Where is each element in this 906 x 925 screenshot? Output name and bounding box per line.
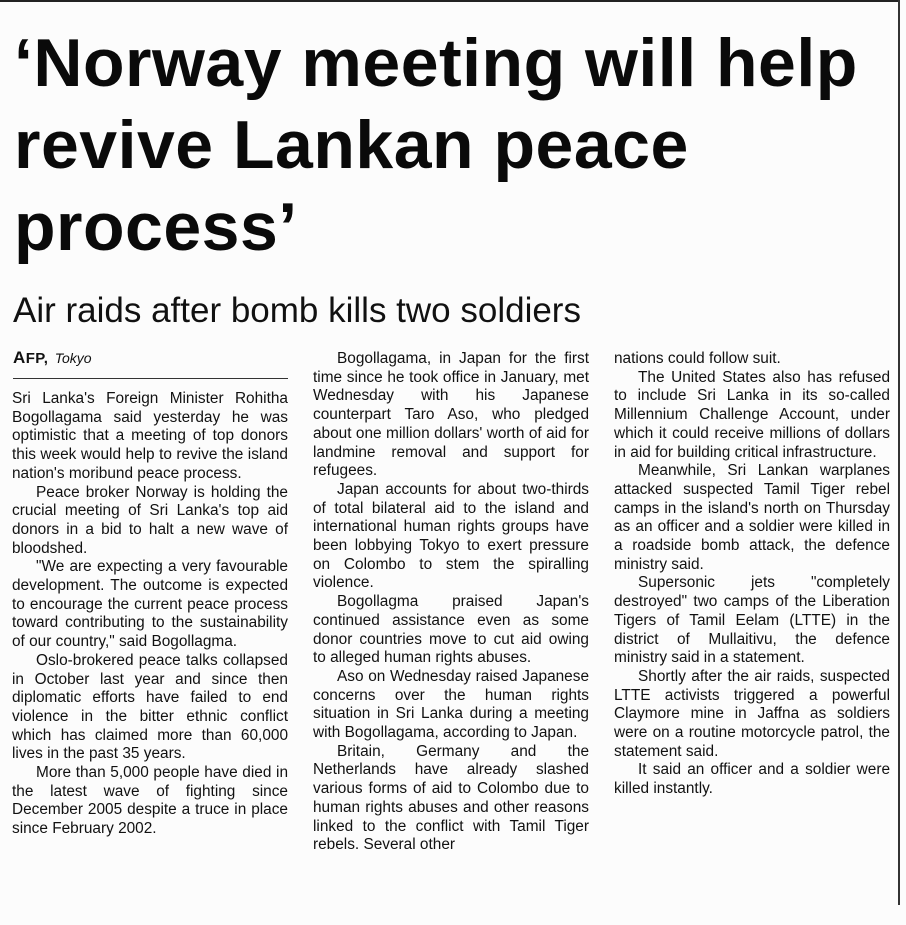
paragraph: Oslo-brokered peace talks collapsed in October last year and since then diplomatic efforts have failed to end violence in the bitter ethnic conflict which has claimed more than 60,000 lives in the past 35 years. <box>12 651 288 763</box>
paragraph: More than 5,000 people have died in the latest wave of fighting since December 2005 despite a truce in place since February 2002. <box>12 764 288 838</box>
byline-agency <box>13 350 48 367</box>
paragraph: The United States also has refused to include Sri Lanka in its so-called Millennium Challenge Account, under which it could receive millions of dollars in aid for building critical infrastructure. <box>614 368 890 461</box>
paragraph: Britain, Germany and the Netherlands have already slashed various forms of aid to Colombo due to human rights abuses and other reasons linked to the conflict with Tamil Tiger rebels. Several other <box>313 742 589 854</box>
paragraph: Aso on Wednesday raised Japanese concerns over the human rights situation in Sri Lanka during a meeting with Bogollagama, according to Japan. <box>313 667 589 742</box>
subheadline: Air raids after bomb kills two soldiers <box>13 291 581 330</box>
paragraph: Japan accounts for about two-thirds of total bilateral aid to the island and international human rights groups have been lobbying Tokyo to exert pressure on Colombo to stem the spiralling violence. <box>313 480 589 592</box>
article-column-2 <box>313 350 589 855</box>
paragraph: Meanwhile, Sri Lankan warplanes attacked suspected Tamil Tiger rebel camps in the island's north on Thursday as an officer and a soldier were killed in a roadside bomb attack, the defence ministry said. <box>614 462 890 573</box>
byline <box>13 348 288 379</box>
paragraph: Bogollagama, in Japan for the first time since he took office in January, met Wednesday with his Japanese counterpart Taro Aso, who pledged about one million dollars' worth of aid for landmine removal and support for refugees. <box>313 350 589 480</box>
paragraph: It said an officer and a soldier were killed instantly. <box>614 761 890 798</box>
article-column-3 <box>614 350 890 799</box>
right-border-rule <box>898 0 900 905</box>
paragraph: Supersonic jets "completely destroyed" two camps of the Liberation Tigers of Tamil Eelam (LTTE) in the district of Mullaitivu, the defence ministry said in a statement. <box>614 574 890 667</box>
byline-agency-rest: FP, <box>25 350 49 367</box>
paragraph: Shortly after the air raids, suspected LTTE activists triggered a powerful Claymore mine in Jaffna as soldiers were on a routine motorcycle patrol, the statement said. <box>614 667 890 760</box>
byline-location: Tokyo <box>54 350 92 366</box>
paragraph: Sri Lanka's Foreign Minister Rohitha Bogollagama said yesterday he was optimistic that a meeting of top donors this week would help to revive the island nation's moribund peace process. <box>12 390 288 482</box>
paragraph: "We are expecting a very favourable development. The outcome is expected to encourage the current peace process toward contributing to the sustainability of our country," said Bogollagma. <box>12 558 288 651</box>
byline-agency-initial: A <box>13 348 26 367</box>
paragraph: nations could follow suit. <box>614 350 781 367</box>
article-column-1 <box>12 390 288 839</box>
paragraph: Peace broker Norway is holding the crucial meeting of Sri Lanka's top aid donors in a bid to halt a new wave of bloodshed. <box>12 483 288 557</box>
paragraph: Bogollagma praised Japan's continued assistance even as some donor countries move to cut aid owing to alleged human rights abuses. <box>313 593 589 667</box>
top-border-rule <box>0 0 899 2</box>
headline: ‘Norway meeting will help revive Lankan peace process’ <box>14 25 858 265</box>
